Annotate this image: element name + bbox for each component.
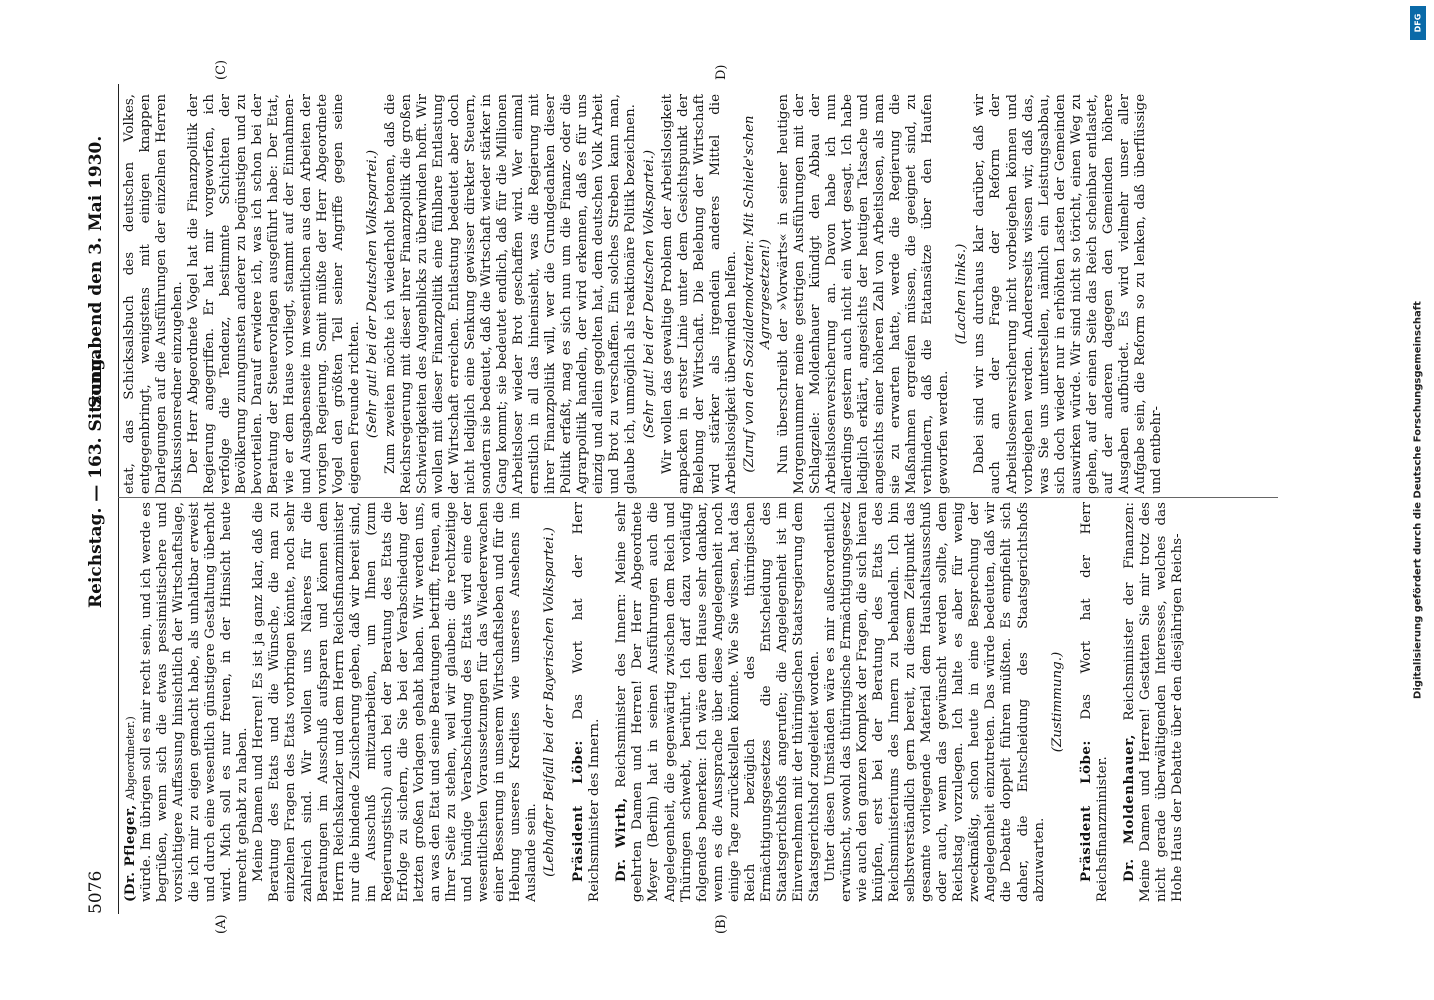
- paragraph: etat, das Schicksalsbuch des deutschen Volkes, entgegenbringt, wenigstens mit einigen knappen Darlegungen auf die Ausführungen der einzelnen Herren Diskussionsredner einzugehen.: [122, 94, 186, 494]
- stage-direction: (Zustimmung.): [1049, 651, 1065, 753]
- speech-text: Das Wort hat der Herr Reichsminister des Innern.: [571, 502, 603, 902]
- paragraph: [613, 502, 823, 902]
- speaker-name: (Dr. Pfleger,: [122, 804, 138, 902]
- speaker-name: Dr. Moldenhauer,: [1120, 734, 1137, 882]
- stage-direction: (Zuruf von den Sozialdemokraten: Mit Schiele'schen Agrargesetzen!): [741, 115, 773, 473]
- paragraph: würde. Im übrigen soll es mir recht sein, und ich werde es begrüßen, wenn sich die etwas pessimistischere und vorsichtigere Auffassung hinsichtlich der Wirtschaftslage, die ich mir zu eigen gemacht habe, als unhaltbar erweist und durch eine wesentlich günstigere Gestaltung überholt wird. Mich soll es nur freuen, in der Hinsicht heute unrecht gehabt zu haben.: [139, 502, 251, 902]
- stage-direction: (Sehr gut! bei der Deutschen Volkspartei.): [364, 149, 380, 439]
- stage-direction: (Sehr gut! bei der Deutschen Volkspartei.): [641, 149, 657, 439]
- right-column: [122, 94, 1294, 494]
- spacer: [1068, 502, 1078, 902]
- dfg-logo-text: DFG: [1413, 13, 1423, 33]
- spacer: [1111, 502, 1121, 902]
- margin-mark-c: (C): [214, 59, 229, 80]
- spacer: [603, 502, 613, 902]
- paragraph: [1078, 502, 1111, 902]
- stage-direction: (Lachen links.): [954, 243, 970, 345]
- speaker-name: Präsident Löbe:: [1077, 740, 1094, 882]
- page-number: 5076: [86, 870, 106, 914]
- speech-text: Reichsminister der Finanzen: Meine Damen und Herren! Gestatten Sie mir trotz des nicht gerade überwältigenden Interesses, welches das Hohe Haus der Debatte über den diesjährigen Reichs-: [1121, 502, 1185, 902]
- digitization-credit: Digitalisierung gefördert durch die Deutsche Forschungsgemeinschaft: [1412, 301, 1424, 699]
- paragraph: Dabei sind wir uns durchaus klar darüber, daß wir auch an der Frage der Reform der Arbeitslosenversicherung nicht vorbeigehen können und vorbeigehen werden. Andererseits wissen wir, daß das, was Sie uns unterstellen, nämlich ein Leistungsabbau, sich doch wieder nur in erhöhten Lasten der Gemeinden auswirken würde. Wir sind nicht so töricht, einen Weg zu gehen, auf der einen Seite das Reich scheinbar entlastet, auf der anderen dagegen den Gemeinden höhere Ausgaben aufbürdet. Es wird vielmehr unser aller Aufgabe sein, die Reform so zu lenken, daß überflüssige und entbehr-: [972, 94, 1164, 494]
- speaker-name: Dr. Wirth,: [613, 797, 630, 882]
- column-separator: [118, 497, 1278, 498]
- header-rule: [118, 84, 119, 914]
- left-column: [122, 502, 1294, 902]
- session-date: Sonnabend den 3. Mai 1930.: [86, 135, 106, 408]
- spacer: [560, 502, 570, 902]
- paragraph: [570, 502, 603, 902]
- speaker-name: Präsident Löbe:: [570, 740, 587, 882]
- margin-mark-b: (B): [714, 914, 729, 934]
- paragraph: [122, 502, 139, 902]
- running-title: Reichstag. — 163. Sitzung.: [86, 352, 106, 608]
- paragraph: Unter diesen Umständen wäre es mir außerordentlich erwünscht, sowohl das thüringische Ermächtigungsgesetz wie auch den ganzen Komplex der Fragen, die sich hieran knüpfen, erst bei der Beratung des Etats des Reichsministeriums des Innern zu behandeln. Ich bin selbstverständlich gern bereit, zu diesem Zeitpunkt das gesamte vorliegende Material dem Haushaltsausschuß oder auch, wenn das gewünscht werden sollte, dem Reichstag vorzulegen. Ich halte es aber für wenig zweckmäßig, schon heute in eine Besprechung der Angelegenheit einzutreten. Das würde bedeuten, daß wir die Debatte doppelt führen müßten. Es empfiehlt sich daher, die Entscheidung des Staatsgerichtshofs abzuwarten.: [822, 502, 1047, 902]
- paragraph: Der Herr Abgeordnete Vogel hat die Finanzpolitik der Regierung angegriffen. Er hat mir vorgeworfen, ich verfolge die Tendenz, bestimmte Schichten der Bevölkerung zuungunsten anderer zu begünstigen und zu bevorteilen. Darauf erwidere ich, was ich schon bei der Beratung der Steuervorlagen ausgeführt habe: Der Etat, wie er dem Hause vorliegt, stammt auf der Einnahmen- und Ausgabenseite im wesentlichen aus den Arbeiten der vorigen Regierung. Somit müßte der Herr Abgeordnete Vogel den größten Teil seiner Angriffe gegen seine eigenen Freunde richten.: [186, 94, 362, 494]
- paragraph: Meine Damen und Herren! Es ist ja ganz klar, daß die Beratung des Etats und die Wünsche, die man zu einzelnen Fragen des Etats vorbringen könnte, noch sehr zahlreich sind. Wir wollen uns Näheres für die Beratungen im Ausschuß aufsparen und können dem Herrn Reichskanzler und dem Herrn Reichsfinanzminister nur die bindende Zusicherung geben, daß wir bereit sind, im Ausschuß mitzuarbeiten, um Ihnen (zum Regierungstisch) auch bei der Beratung des Etats die Erfolge zu sichern, die Sie bei der Verabschiedung der letzten großen Vorlagen gehabt haben. Wir werden uns, an was den Etat und seine Beratungen betrifft, freuen, an Ihrer Seite zu stehen, weil wir glauben: die rechtzeitige und bündige Verabschiedung des Etats wird eine der wesentlichsten Voraussetzungen für das Wiedererwachen einer Besserung in unserem Wirtschaftsleben und für die Hebung unseres Kredites wie unseres Ansehens im Auslande sein.: [251, 502, 540, 902]
- speech-text: Das Wort hat der Herr Reichsfinanzminister.: [1078, 502, 1110, 902]
- margin-mark-d: D): [714, 64, 729, 80]
- dfg-logo: [1410, 6, 1426, 40]
- speech-text: Reichsminister des Innern: Meine sehr geehrten Damen und Herren! Der Herr Abgeordnete Meyer (Berlin) hat in seinen Ausführungen auch die Angelegenheit, die gegenwärtig zwischen dem Reich und Thüringen schwebt, berührt. Ich darf dazu vorläufig folgendes bemerken: Ich wäre dem Hause sehr dankbar, wenn es die Aussprache über diese Angelegenheit noch einige Tage zurückstellen könnte. Wie Sie wissen, hat das Reich bezüglich des thüringischen Ermächtigungsgesetzes die Entscheidung des Staatsgerichtshofs angerufen; die Angelegenheit ist im Einvernehmen mit der thüringischen Staatsregierung dem Staatsgerichtshof zugeleitet worden.: [614, 502, 822, 902]
- stage-direction: (Lebhafter Beifall bei der Bayerischen Volkspartei.): [542, 527, 558, 877]
- speaker-role: Abgeordneter.): [124, 716, 137, 801]
- margin-mark-a: (A): [214, 914, 229, 934]
- paragraph: Wir wollen das gewaltige Problem der Arbeitslosigkeit anpacken in erster Linie unter dem Gesichtspunkt der Belebung der Wirtschaft. Die Belebung der Wirtschaft wird stärker als irgendein anderes Mittel die Arbeitslosigkeit überwinden helfen.: [659, 94, 739, 494]
- paragraph: Nun überschreibt der »Vorwärts« in seiner heutigen Morgennummer meine gestrigen Ausführungen mit der Schlagzeile: Moldenhauer kündigt den Abbau der Arbeitslosenversicherung an. Davon habe ich nun allerdings gestern auch nicht ein Wort gesagt. Ich habe lediglich erklärt, angesichts der heutigen Tatsache und angesichts einer höheren Zahl von Arbeitslosen, als man sie zu erwarten hatte, werde die Regierung die Maßnahmen ergreifen müssen, die geeignet sind, zu verhindern, daß die Etatansätze über den Haufen geworfen werden.: [775, 94, 952, 494]
- paragraph: Zum zweiten möchte ich wiederholt betonen, daß die Reichsregierung mit dieser ihrer Finanzpolitik die großen Schwierigkeiten des Augenblicks zu überwinden hofft. Wir wollen mit dieser Finanzpolitik eine fühlbare Entlastung der Wirtschaft erreichen. Entlastung bedeutet aber doch nicht lediglich eine Senkung gewisser direkter Steuern, sondern sie bedeutet, daß die Wirtschaft wieder stärker in Gang kommt; sie bedeutet endlich, daß für die Millionen Arbeitsloser wieder Brot geschaffen wird. Wer einmal ernstlich in all das hineinsieht, was die Regierung mit ihrer Finanzpolitik will, wer die Grundgedanken dieser Politik erfaßt, mag es sich nun um die Finanz- oder die Agrarpolitik handeln, der wird erkennen, daß es für uns einzig und allein gegolten hat, dem deutschen Volk Arbeit und Brot zu verschaffen. Ein solches Streben kann man, glaube ich, unmöglich als reaktionäre Politik bezeichnen.: [382, 94, 639, 494]
- paragraph: [1121, 502, 1186, 902]
